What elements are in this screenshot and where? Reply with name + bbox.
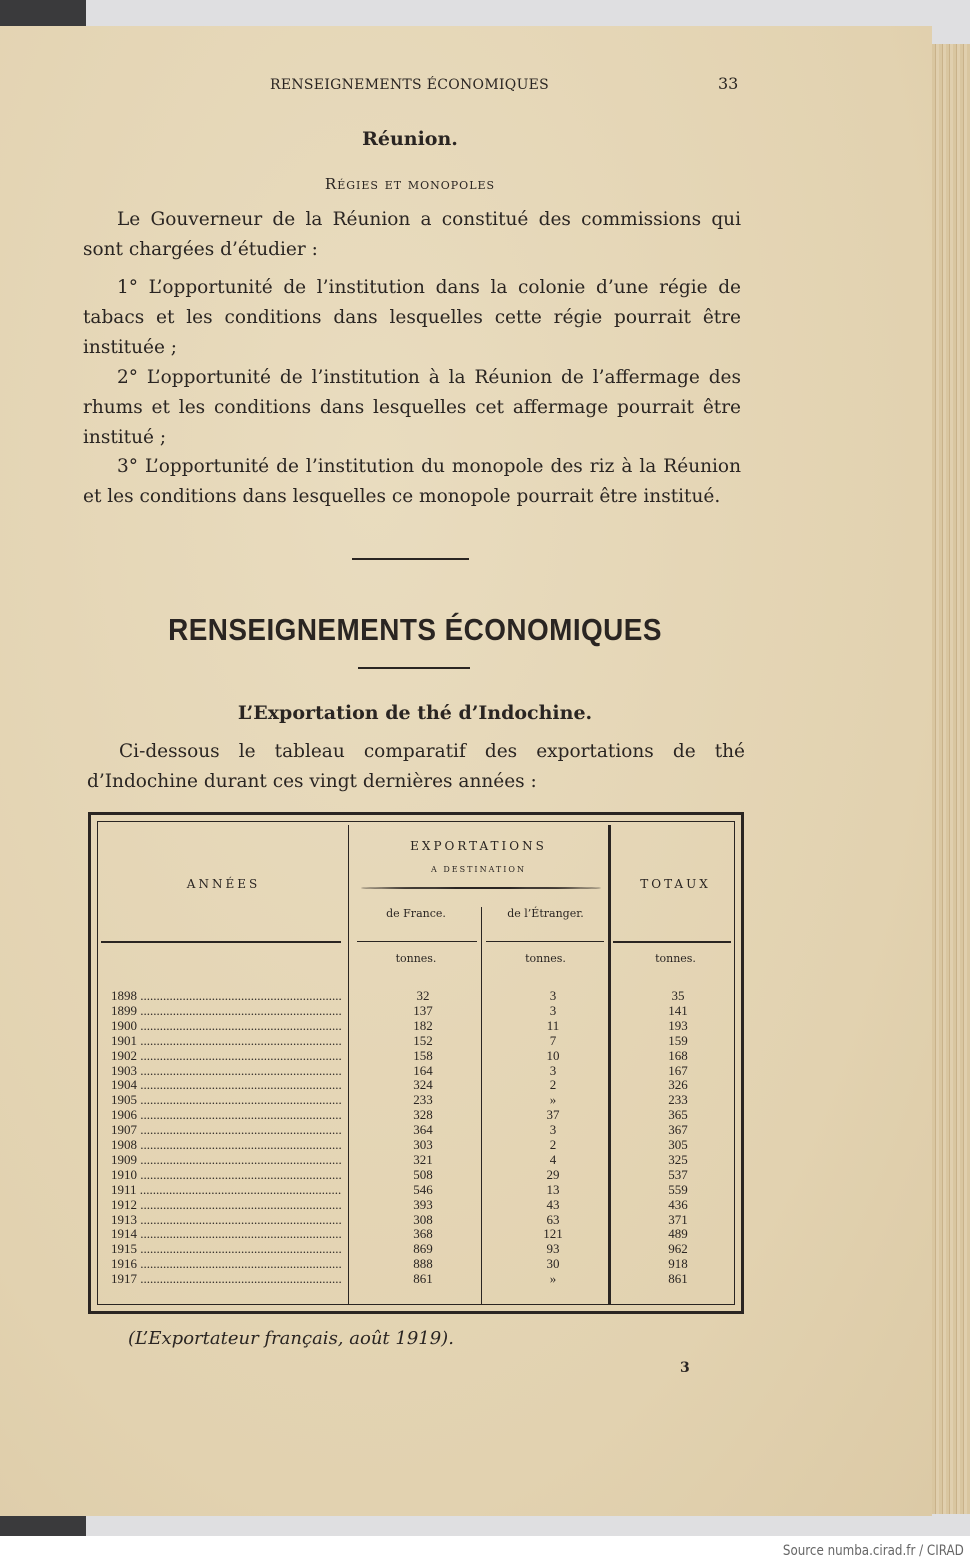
cell-year: 1900 .....	[111, 1018, 346, 1033]
cell-year: 1915 .....	[111, 1241, 346, 1256]
cell-total: 233	[668, 1092, 688, 1108]
cell-etranger: 93	[546, 1241, 560, 1257]
cell-total: 325	[668, 1151, 688, 1167]
unit-label: tonnes.	[525, 952, 566, 965]
cell-france: 164	[413, 1062, 433, 1078]
cell-total: 489	[668, 1226, 688, 1242]
cell-france: 546	[413, 1181, 433, 1197]
cell-france: 152	[413, 1032, 433, 1048]
cell-france: 508	[413, 1166, 433, 1182]
cell-year: 1917 .....	[111, 1271, 346, 1286]
cell-etranger: 13	[546, 1181, 560, 1197]
unit-label: tonnes.	[395, 952, 437, 965]
cell-year: 1908 .....	[111, 1137, 346, 1152]
cell-total: 962	[668, 1241, 688, 1257]
brace-rule	[361, 887, 601, 889]
cell-france: 182	[413, 1017, 433, 1033]
cell-year: 1906 .....	[111, 1107, 346, 1122]
cell-france: 368	[413, 1226, 433, 1242]
cell-france: 328	[413, 1107, 433, 1123]
cell-france: 393	[413, 1196, 433, 1212]
cell-france: 869	[413, 1241, 433, 1257]
cell-total: 326	[668, 1077, 688, 1093]
table-row	[103, 1197, 743, 1212]
cell-year: 1904 .....	[111, 1077, 346, 1092]
cell-total: 371	[668, 1211, 688, 1227]
header-etranger: de l’Étranger.	[507, 907, 584, 920]
page-number: 33	[718, 74, 739, 93]
cell-year: 1909 .....	[111, 1152, 346, 1167]
cell-etranger: »	[549, 1271, 557, 1287]
table-row	[103, 1018, 743, 1033]
cell-france: 32	[416, 988, 430, 1003]
cell-total: 193	[668, 1017, 688, 1033]
cell-etranger: 2	[549, 1077, 557, 1093]
header-destination: A DESTINATION	[431, 865, 526, 874]
cell-year: 1902 .....	[111, 1048, 346, 1063]
cell-total: 559	[668, 1181, 688, 1197]
main-title: RENSEIGNEMENTS ÉCONOMIQUES	[168, 612, 662, 647]
cell-etranger: 4	[549, 1151, 557, 1167]
paragraph: Le Gouverneur de la Réunion a constitué des commissions qui sont chargées d’étudier :	[83, 209, 741, 260]
section-subtitle: Régies et monopoles	[324, 175, 496, 193]
cell-etranger: 10	[546, 1047, 560, 1063]
cell-total: 305	[668, 1137, 688, 1152]
cell-year: 1913 .....	[111, 1212, 346, 1227]
cell-france: 137	[413, 1002, 433, 1018]
cell-year: 1911 .....	[111, 1182, 346, 1197]
cell-year: 1899 .....	[111, 1003, 346, 1018]
divider	[358, 667, 470, 669]
cell-etranger: 121	[543, 1226, 563, 1242]
book-edge	[932, 44, 970, 1514]
cell-year: 1903 .....	[111, 1063, 346, 1078]
scan-border	[0, 0, 86, 26]
header-rule	[357, 941, 477, 942]
running-head: RENSEIGNEMENTS ÉCONOMIQUES	[270, 77, 550, 93]
cell-total: 436	[668, 1196, 688, 1212]
cell-total: 537	[668, 1166, 688, 1182]
cell-total: 168	[668, 1047, 688, 1063]
image-source: Source numba.cirad.fr / CIRAD	[783, 1543, 964, 1559]
divider	[352, 558, 469, 560]
cell-etranger: 2	[549, 1137, 557, 1152]
table-row	[103, 1003, 743, 1018]
table-row	[103, 1137, 743, 1152]
cell-france: 324	[413, 1077, 433, 1093]
cell-etranger: 3	[549, 1002, 557, 1018]
table-row	[103, 1048, 743, 1063]
cell-etranger: 11	[546, 1017, 560, 1033]
table-row	[103, 1241, 743, 1256]
cell-france: 233	[413, 1092, 433, 1108]
section-title: Réunion.	[362, 128, 458, 150]
cell-total: 159	[668, 1032, 688, 1048]
cell-france: 321	[413, 1151, 433, 1167]
exports-table	[88, 812, 744, 1314]
table-row	[103, 1271, 743, 1286]
cell-etranger: 63	[546, 1211, 560, 1227]
cell-total: 367	[668, 1122, 688, 1138]
cell-etranger: 3	[549, 988, 557, 1003]
cell-total: 35	[671, 988, 685, 1003]
table-row	[103, 1212, 743, 1227]
signature-mark: 3	[680, 1360, 690, 1376]
paragraph: Ci-dessous le tableau comparatif des exportations de thé d’Indochine durant ces vingt dernières années :	[87, 741, 745, 792]
cell-year: 1907 .....	[111, 1122, 346, 1137]
table-row	[103, 1256, 743, 1271]
cell-year: 1916 .....	[111, 1256, 346, 1271]
table-row	[103, 988, 743, 1003]
cell-total: 365	[668, 1107, 688, 1123]
cell-france: 888	[413, 1256, 433, 1272]
cell-total: 861	[668, 1271, 688, 1287]
cell-total: 167	[668, 1062, 688, 1078]
cell-etranger: 30	[546, 1256, 560, 1272]
cell-total: 141	[668, 1002, 688, 1018]
header-totaux: TOTAUX	[640, 877, 711, 891]
table-row	[103, 1107, 743, 1122]
header-rule	[101, 941, 341, 943]
cell-etranger: 3	[549, 1062, 557, 1078]
header-france: de France.	[386, 907, 446, 920]
header-rule	[486, 941, 604, 942]
table-row	[103, 1063, 743, 1078]
cell-year: 1901 .....	[111, 1033, 346, 1048]
header-rule	[613, 941, 731, 943]
cell-year: 1898 .....	[111, 988, 346, 1003]
cell-total: 918	[668, 1256, 688, 1272]
table-row	[103, 1226, 743, 1241]
table-row	[103, 1122, 743, 1137]
table-row	[103, 1077, 743, 1092]
table-row	[103, 1092, 743, 1107]
cell-etranger: »	[549, 1092, 557, 1108]
cell-etranger: 43	[546, 1196, 560, 1212]
paragraph: 2° L’opportunité de l’institution à la Réunion de l’affermage des rhums et les conditions dans lesquelles cet affermage pourrait être institué ;	[83, 367, 741, 448]
cell-france: 308	[413, 1211, 433, 1227]
cell-france: 158	[413, 1047, 433, 1063]
unit-label: tonnes.	[655, 952, 696, 965]
paragraph: 1° L’opportunité de l’institution dans la colonie d’une régie de tabacs et les conditions dans lesquelles cette régie pourrait être instituée ;	[83, 277, 741, 358]
paragraph: 3° L’opportunité de l’institution du monopole des riz à la Réunion et les conditions dans lesquelles ce monopole pourrait être institué.	[83, 456, 741, 507]
table-row	[103, 1152, 743, 1167]
cell-etranger: 3	[549, 1122, 557, 1138]
cell-etranger: 7	[549, 1032, 557, 1048]
article-title: L’Exportation de thé d’Indochine.	[237, 702, 593, 724]
header-years: ANNÉES	[186, 877, 261, 891]
cell-year: 1912 .....	[111, 1197, 346, 1212]
cell-year: 1905 .....	[111, 1092, 346, 1107]
cell-year: 1910 .....	[111, 1167, 346, 1182]
table-row	[103, 1182, 743, 1197]
source-caption: (L’Exportateur français, août 1919).	[128, 1328, 454, 1349]
cell-france: 303	[413, 1137, 433, 1152]
table-row	[103, 1033, 743, 1048]
cell-year: 1914 .....	[111, 1226, 346, 1241]
cell-france: 364	[413, 1122, 433, 1138]
table-row	[103, 1167, 743, 1182]
cell-france: 861	[413, 1271, 433, 1287]
cell-etranger: 29	[546, 1166, 560, 1182]
cell-etranger: 37	[546, 1107, 560, 1123]
header-exports: EXPORTATIONS	[410, 839, 547, 853]
